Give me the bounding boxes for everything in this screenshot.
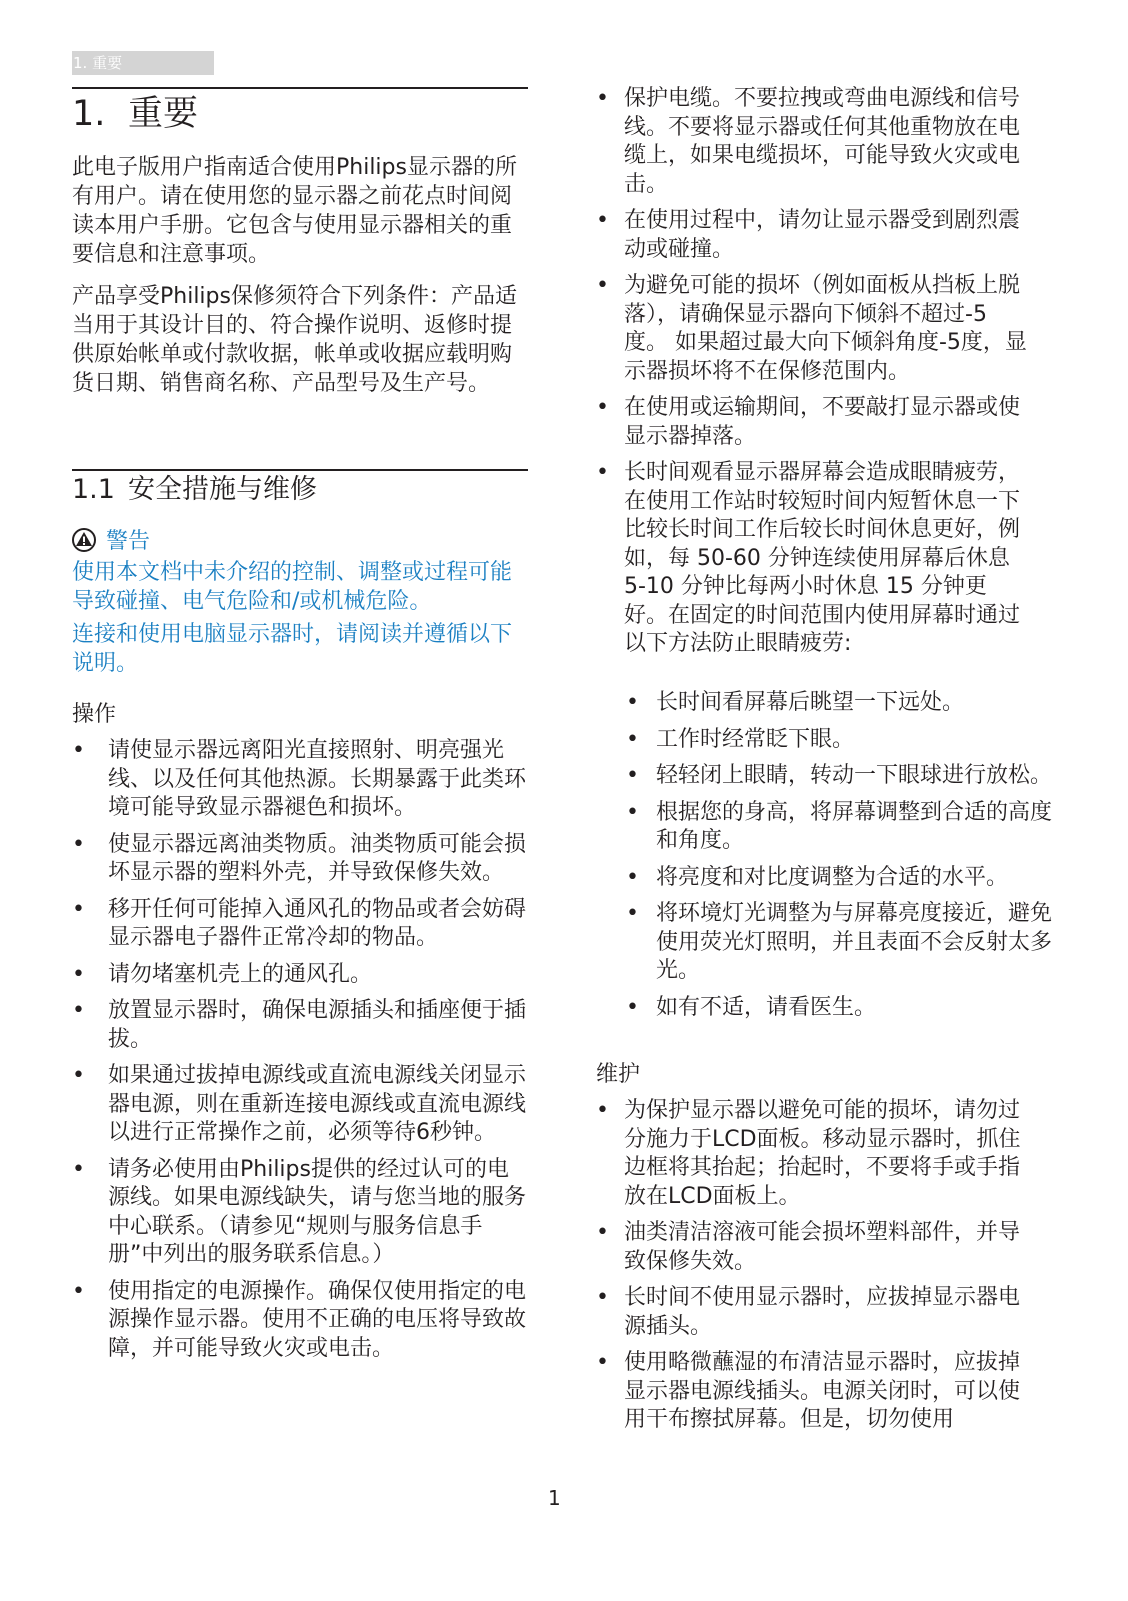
intro-paragraph-1: 此电子版用户指南适合使用Philips显示器的所有用户。请在使用您的显示器之前花点时间阅读本用户手册。它包含与使用显示器相关的重要信息和注意事项。 (72, 155, 517, 267)
running-header-tab: 1. 重要 (72, 51, 214, 75)
chapter-rule (72, 87, 528, 89)
warning-text-1: 使用本文档中未介绍的控制、调整或过程可能导致碰撞、电气危险和/或机械危险。 (72, 560, 513, 614)
list-item: • 为保护显示器以避免可能的损坏，请勿过分施力于LCD面板。移动显示器时，抓住边框将其抬起；抬起时，不要将手或手指放在LCD面板上。 (596, 1098, 1021, 1209)
list-item: • 如有不适，请看医生。 (626, 994, 877, 1020)
list-item: • 请务必使用由Philips提供的经过认可的电源线。如果电源线缺失，请与您当地的服务中心联系。（请参见“规则与服务信息手册”中列出的服务联系信息。） (72, 1156, 527, 1267)
list-item: • 根据您的身高，将屏幕调整到合适的高度和角度。 (626, 799, 1053, 853)
list-item: • 使用指定的电源操作。确保仅使用指定的电源操作显示器。使用不正确的电压将导致故障，并可能导致火灾或电击。 (72, 1278, 527, 1361)
warning-text-2: 连接和使用电脑显示器时，请阅读并遵循以下说明。 (72, 622, 513, 676)
list-item: • 请使显示器远离阳光直接照射、明亮强光线、以及任何其他热源。长期暴露于此类环境可能导致显示器褪色和损坏。 (72, 738, 527, 820)
section-number: 1.1 (72, 474, 115, 505)
eye-strain-list (626, 689, 1054, 1022)
section-rule (72, 469, 528, 471)
operation-heading: 操作 (72, 702, 117, 727)
warning-icon (72, 529, 106, 554)
maintenance-list (596, 1097, 1028, 1435)
operation-list-continued (596, 85, 1028, 659)
list-item: • 工作时经常眨下眼。 (626, 726, 855, 752)
list-item: • 长时间观看显示器屏幕会造成眼睛疲劳，在使用工作站时较短时间内短暂休息一下比较长时间工作后较长时间休息更好，例如，每 50-60 分钟连续使用屏幕后休息 5-10 分钟比每两小时休息 15 分钟更好。在固定的时间范围内使用屏幕时通过以下方法防止眼睛疲劳: (596, 460, 1021, 656)
list-item: • 在使用过程中，请勿让显示器受到剧烈震动或碰撞。 (596, 208, 1021, 262)
list-item: • 请勿堵塞机壳上的通风孔。 (72, 961, 373, 987)
maintenance-heading: 维护 (596, 1062, 641, 1087)
list-item: • 轻轻闭上眼睛，转动一下眼球进行放松。 (626, 763, 1053, 788)
list-item: • 移开任何可能掉入通风孔的物品或者会妨碍显示器电子器件正常冷却的物品。 (72, 896, 527, 950)
list-item: • 在使用或运输期间，不要敲打显示器或使显示器掉落。 (596, 395, 1021, 449)
warning-title: 警告 (106, 529, 151, 554)
list-item: • 将亮度和对比度调整为合适的水平。 (626, 864, 1009, 890)
list-item: • 使显示器远离油类物质。油类物质可能会损坏显示器的塑料外壳，并导致保修失效。 (72, 831, 527, 885)
list-item: • 长时间不使用显示器时，应拔掉显示器电源插头。 (596, 1285, 1021, 1339)
section-heading (72, 473, 317, 507)
warning-heading (72, 527, 150, 556)
list-item: • 放置显示器时，确保电源插头和插座便于插拔。 (72, 998, 527, 1052)
chapter-heading (72, 92, 198, 136)
list-item: • 为避免可能的损坏（例如面板从挡板上脱落），请确保显示器向下倾斜不超过-5度。 如果超过最大向下倾斜角度-5度，显示器损坏将不在保修范围内。 (596, 273, 1027, 384)
section-title: 安全措施与维修 (128, 474, 317, 505)
list-item: • 长时间看屏幕后眺望一下远处。 (626, 690, 965, 715)
list-item: • 保护电缆。不要拉拽或弯曲电源线和信号线。不要将显示器或任何其他重物放在电缆上，如果电缆损坏，可能导致火灾或电击。 (596, 86, 1021, 197)
list-item: • 使用略微蘸湿的布清洁显示器时，应拔掉显示器电源线插头。电源关闭时，可以使用干布擦拭屏幕。但是，切勿使用 (596, 1350, 1021, 1432)
operation-list (72, 737, 528, 1363)
list-item: • 将环境灯光调整为与屏幕亮度接近，避免使用荧光灯照明，并且表面不会反射太多光。 (626, 901, 1053, 983)
page-number: 1 (548, 1486, 561, 1510)
chapter-number: 1. (72, 94, 106, 134)
chapter-title: 重要 (128, 94, 199, 134)
intro-paragraph-2: 产品享受Philips保修须符合下列条件：产品适当用于其设计目的、符合操作说明、返修时提供原始帐单或付款收据，帐单或收据应载明购货日期、销售商名称、产品型号及生产号。 (72, 284, 517, 396)
list-item: • 油类清洁溶液可能会损坏塑料部件，并导致保修失效。 (596, 1220, 1021, 1274)
list-item: • 如果通过拔掉电源线或直流电源线关闭显示器电源，则在重新连接电源线或直流电源线以进行正常操作之前，必须等待6秒钟。 (72, 1063, 527, 1145)
